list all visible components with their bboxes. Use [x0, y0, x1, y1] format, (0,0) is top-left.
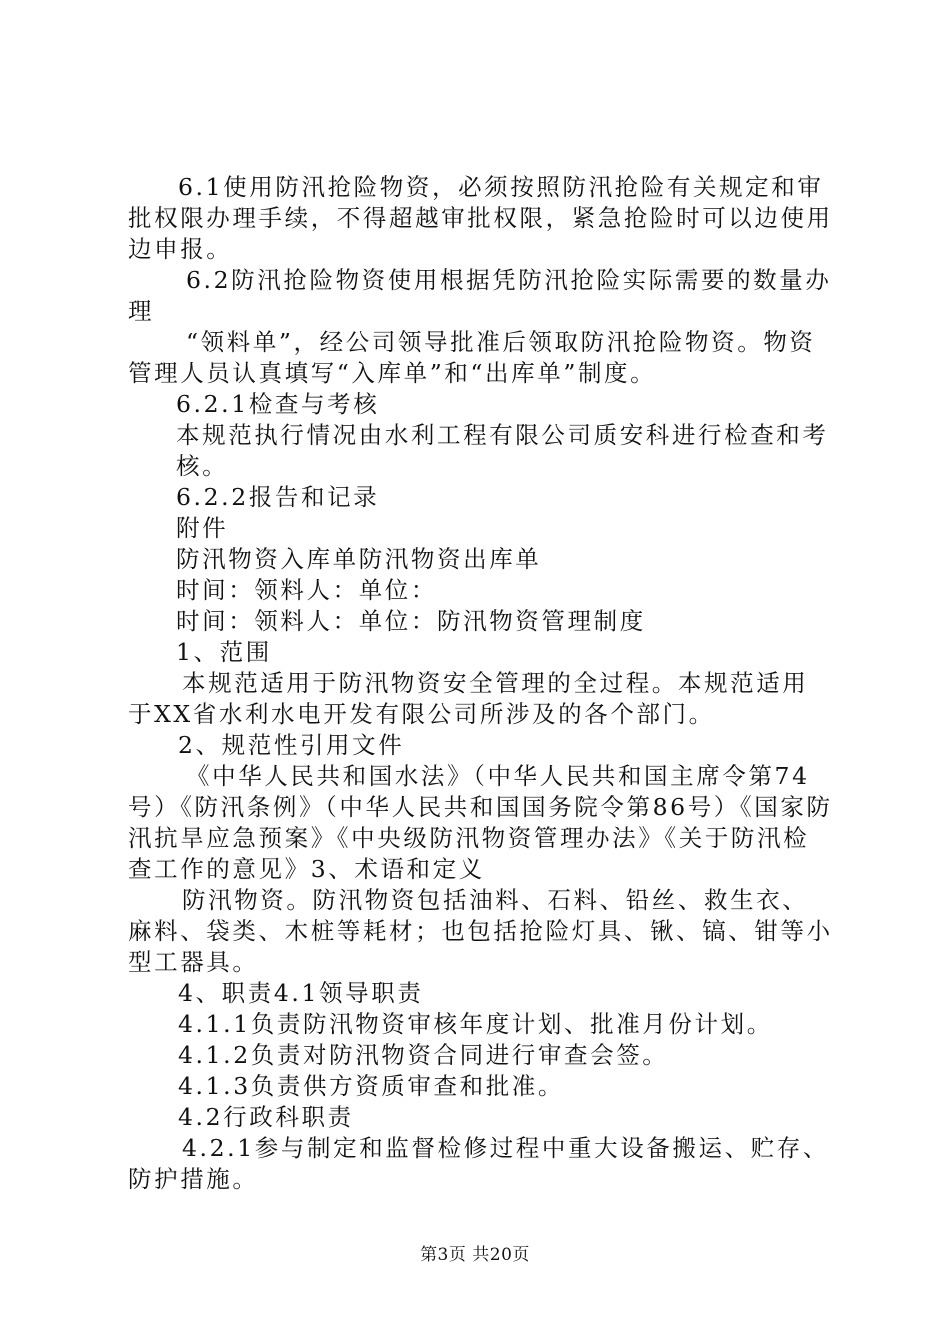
paragraph-p6: 6.2.2报告和记录: [176, 483, 380, 511]
paragraph-p9: 时间：领料人：单位：: [176, 576, 437, 604]
paragraph-p20: 4.2行政科职责: [178, 1103, 354, 1131]
page-footer: 第3页 共20页: [420, 1245, 530, 1265]
paragraph-p13: 2、规范性引用文件: [178, 731, 405, 759]
paragraph-p21: 4.2.1参与制定和监督检修过程中重大设备搬运、贮存、防护措施。: [128, 1134, 829, 1193]
paragraph-p19: 4.1.3负责供方资质审查和批准。: [178, 1072, 564, 1100]
paragraph-p16: 4、职责4.1领导职责: [178, 979, 424, 1007]
paragraph-p7: 附件: [176, 514, 229, 542]
paragraph-p18: 4.1.2负责对防汛物资合同进行审查会签。: [178, 1041, 669, 1069]
paragraph-p1: 6.1使用防汛抢险物资，必须按照防汛抢险有关规定和审批权限办理手续，不得超越审批权限，紧急抢险时可以边使用边申报。: [128, 173, 833, 263]
paragraph-p11: 1、范围: [176, 638, 272, 666]
paragraph-p4: 6.2.1检查与考核: [176, 390, 380, 418]
paragraph-p14: 《中华人民共和国水法》（中华人民共和国主席令第74号）《防汛条例》（中华人民共和国国务院令第86号）《国家防汛抗旱应急预案》《中央级防汛物资管理办法》《关于防汛检查工作的意见》3、术语和定义: [128, 762, 833, 883]
paragraph-p5: 本规范执行情况由水利工程有限公司质安科进行检查和考核。: [176, 421, 829, 480]
paragraph-p8: 防汛物资入库单防汛物资出库单: [176, 545, 542, 573]
paragraph-p10: 时间：领料人：单位：防汛物资管理制度: [176, 607, 646, 635]
document-body: [128, 172, 833, 1195]
paragraph-p2: 6.2防汛抢险物资使用根据凭防汛抢险实际需要的数量办理: [128, 266, 832, 325]
paragraph-p15: 防汛物资。防汛物资包括油料、石料、铅丝、救生衣、麻料、袋类、木桩等耗材；也包括抢险灯具、锹、镐、钳等小型工器具。: [128, 886, 833, 976]
paragraph-p17: 4.1.1负责防汛物资审核年度计划、批准月份计划。: [178, 1010, 773, 1038]
paragraph-p12: 本规范适用于防汛物资安全管理的全过程。本规范适用于XX省水利水电开发有限公司所涉及的各个部门。: [128, 669, 809, 728]
paragraph-p3: “领料单”，经公司领导批准后领取防汛抢险物资。物资管理人员认真填写“入库单”和“出库单”制度。: [128, 328, 816, 387]
